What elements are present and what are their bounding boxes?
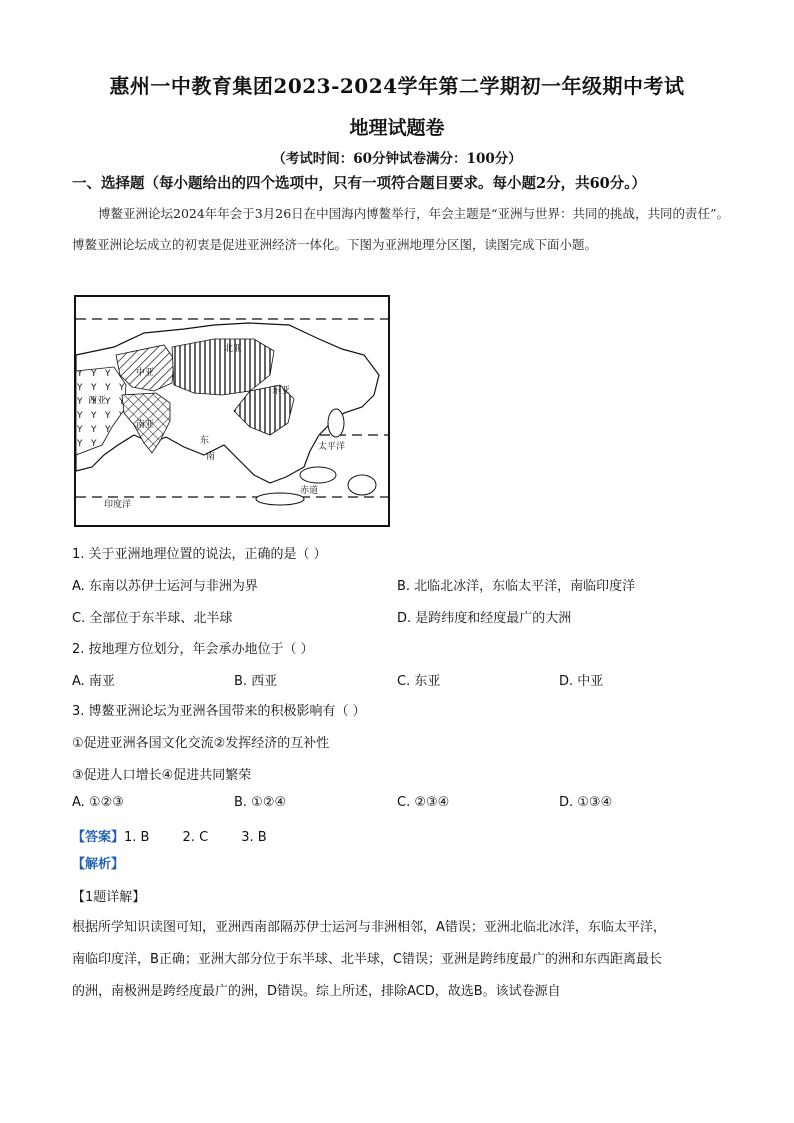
map-label-south-asia: 南亚 bbox=[136, 420, 155, 430]
question-3-statement-2: ③促进人口增长④促进共同繁荣 bbox=[72, 768, 252, 783]
analysis-tag: 【解析】 bbox=[72, 857, 125, 872]
question-3-option-b: B. ①②④ bbox=[234, 795, 287, 810]
question-1-option-d: D. 是跨纬度和经度最广的大洲 bbox=[397, 611, 572, 626]
map-label-central-asia: 中亚 bbox=[136, 368, 155, 378]
reading-passage: 博鳌亚洲论坛2024年年会于3月26日在中国海内博鳌举行，年会主题是“亚洲与世界：共同的挑战，共同的责任”。博鳌亚洲论坛成立的初衷是促进亚洲经济一体化。下图为亚洲地理分区图，读图完成下面小题。 bbox=[72, 206, 729, 252]
question-3-option-d: D. ①③④ bbox=[559, 795, 613, 810]
question-3-statement-1: ①促进亚洲各国文化交流②发挥经济的互补性 bbox=[72, 736, 330, 751]
answer-text: 1. B 2. C 3. B bbox=[124, 830, 267, 845]
question-1-option-c: C. 全部位于东半球、北半球 bbox=[72, 611, 233, 626]
analysis-subheading: 【1题详解】 bbox=[72, 890, 146, 905]
map-label-west-asia: 西亚 bbox=[88, 396, 107, 406]
question-3-stem: 3. 博鳌亚洲论坛为亚洲各国带来的积极影响有（ ） bbox=[72, 704, 366, 719]
section-heading: 一、选择题（每小题给出的四个选项中，只有一项符合题目要求。每小题2分，共60分。） bbox=[72, 175, 647, 192]
map-label-north-asia: 北亚 bbox=[224, 344, 243, 354]
map-label-east-asia: 东亚 bbox=[272, 386, 291, 396]
map-label-equator: 赤道 bbox=[300, 486, 319, 496]
exam-title: 惠州一中教育集团2023-2024学年第二学期初一年级期中考试 bbox=[109, 74, 685, 98]
question-2-option-a: A. 南亚 bbox=[72, 674, 115, 689]
question-1-option-a: A. 东南以苏伊士运河与非洲为界 bbox=[72, 579, 258, 594]
map-label-indian-ocean: 印度洋 bbox=[104, 500, 132, 510]
analysis-line-1: 根据所学知识读图可知，亚洲西南部隔苏伊士运河与非洲相邻，A错误；亚洲北临北冰洋，东临太平洋， bbox=[72, 920, 666, 935]
map-label-pacific: 太平洋 bbox=[318, 442, 346, 452]
question-3-option-a: A. ①②③ bbox=[72, 795, 124, 810]
exam-subtitle: 地理试题卷 bbox=[349, 117, 445, 139]
question-2-option-b: B. 西亚 bbox=[234, 674, 278, 689]
question-2-stem: 2. 按地理方位划分，年会承办地位于（ ） bbox=[72, 642, 314, 657]
answer-line bbox=[72, 826, 267, 845]
asia-region-map bbox=[74, 295, 390, 527]
map-label-southeast-2: 南 bbox=[206, 452, 216, 462]
question-1-option-b: B. 北临北冰洋，东临太平洋，南临印度洋 bbox=[397, 579, 636, 594]
question-3-option-c: C. ②③④ bbox=[397, 795, 450, 810]
answer-tag: 【答案】 bbox=[72, 830, 125, 845]
map-label-southeast-1: 东 bbox=[200, 436, 210, 446]
question-1-stem: 1. 关于亚洲地理位置的说法，正确的是（ ） bbox=[72, 547, 327, 562]
exam-info: （考试时间：60分钟试卷满分：100分） bbox=[272, 151, 522, 167]
question-2-option-c: C. 东亚 bbox=[397, 674, 441, 689]
question-2-option-d: D. 中亚 bbox=[559, 674, 604, 689]
analysis-line-3: 的洲，南极洲是跨经度最广的洲，D错误。综上所述，排除ACD，故选B。该试卷源自 bbox=[72, 984, 561, 999]
analysis-line-2: 南临印度洋，B正确；亚洲大部分位于东半球、北半球，C错误；亚洲是跨纬度最广的洲和东西距离最长 bbox=[72, 952, 662, 967]
